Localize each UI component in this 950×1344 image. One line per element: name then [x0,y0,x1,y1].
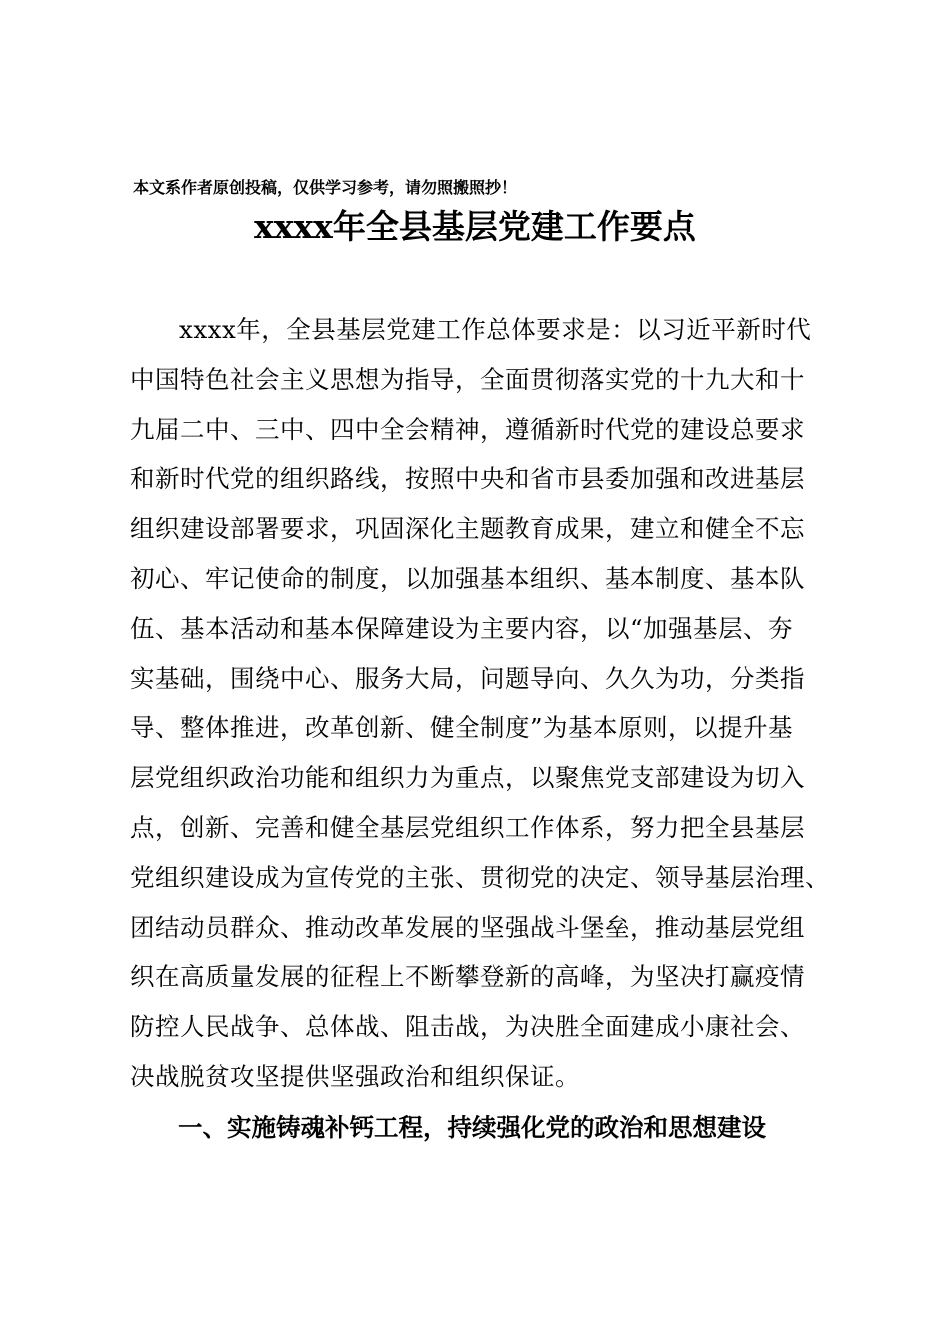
paragraph-line: 织在高质量发展的征程上不断攀登新的高峰，为坚决打赢疫情 [130,962,805,992]
document-title: xxxx年全县基层党建工作要点 [254,207,696,246]
paragraph-line: 九届二中、三中、四中全会精神，遵循新时代党的建设总要求 [130,414,805,444]
paragraph-line: 初心、牢记使命的制度，以加强基本组织、基本制度、基本队 [130,563,805,593]
paragraph-line: 层党组织政治功能和组织力为重点，以聚焦党支部建设为切入 [130,763,805,793]
paragraph-line: xxxx年，全县基层党建工作总体要求是：以习近平新时代 [179,315,812,344]
paragraph-line: 导、整体推进，改革创新、健全制度”为基本原则，以提升基 [130,713,794,743]
paragraph-line: 组织建设部署要求，巩固深化主题教育成果，建立和健全不忘 [130,514,805,544]
paragraph-line: 点，创新、完善和健全基层党组织工作体系，努力把全县基层 [130,812,805,842]
paragraph-line: 伍、基本活动和基本保障建设为主要内容，以“加强基层、夯 [130,613,794,643]
paragraph-line: 防控人民战争、总体战、阻击战，为决胜全面建成小康社会、 [130,1012,805,1042]
paragraph-line: 决战脱贫攻坚提供坚强政治和组织保证。 [130,1061,580,1091]
section-heading: 一、实施铸魂补钙工程，持续强化党的政治和思想建设 [178,1113,766,1142]
paragraph-line: 中国特色社会主义思想为指导，全面贯彻落实党的十九大和十 [130,364,805,394]
paragraph-line: 实基础，围绕中心、服务大局，问题导向、久久为功，分类指 [130,663,805,693]
copyright-notice: 本文系作者原创投稿，仅供学习参考，请勿照搬照抄！ [133,178,518,197]
paragraph-line: 团结动员群众、推动改革发展的坚强战斗堡垒，推动基层党组 [130,912,805,942]
body-paragraph [130,305,850,1102]
paragraph-line: 党组织建设成为宣传党的主张、贯彻党的决定、领导基层治理、 [130,862,830,892]
paragraph-line: 和新时代党的组织路线，按照中央和省市县委加强和改进基层 [130,464,805,494]
